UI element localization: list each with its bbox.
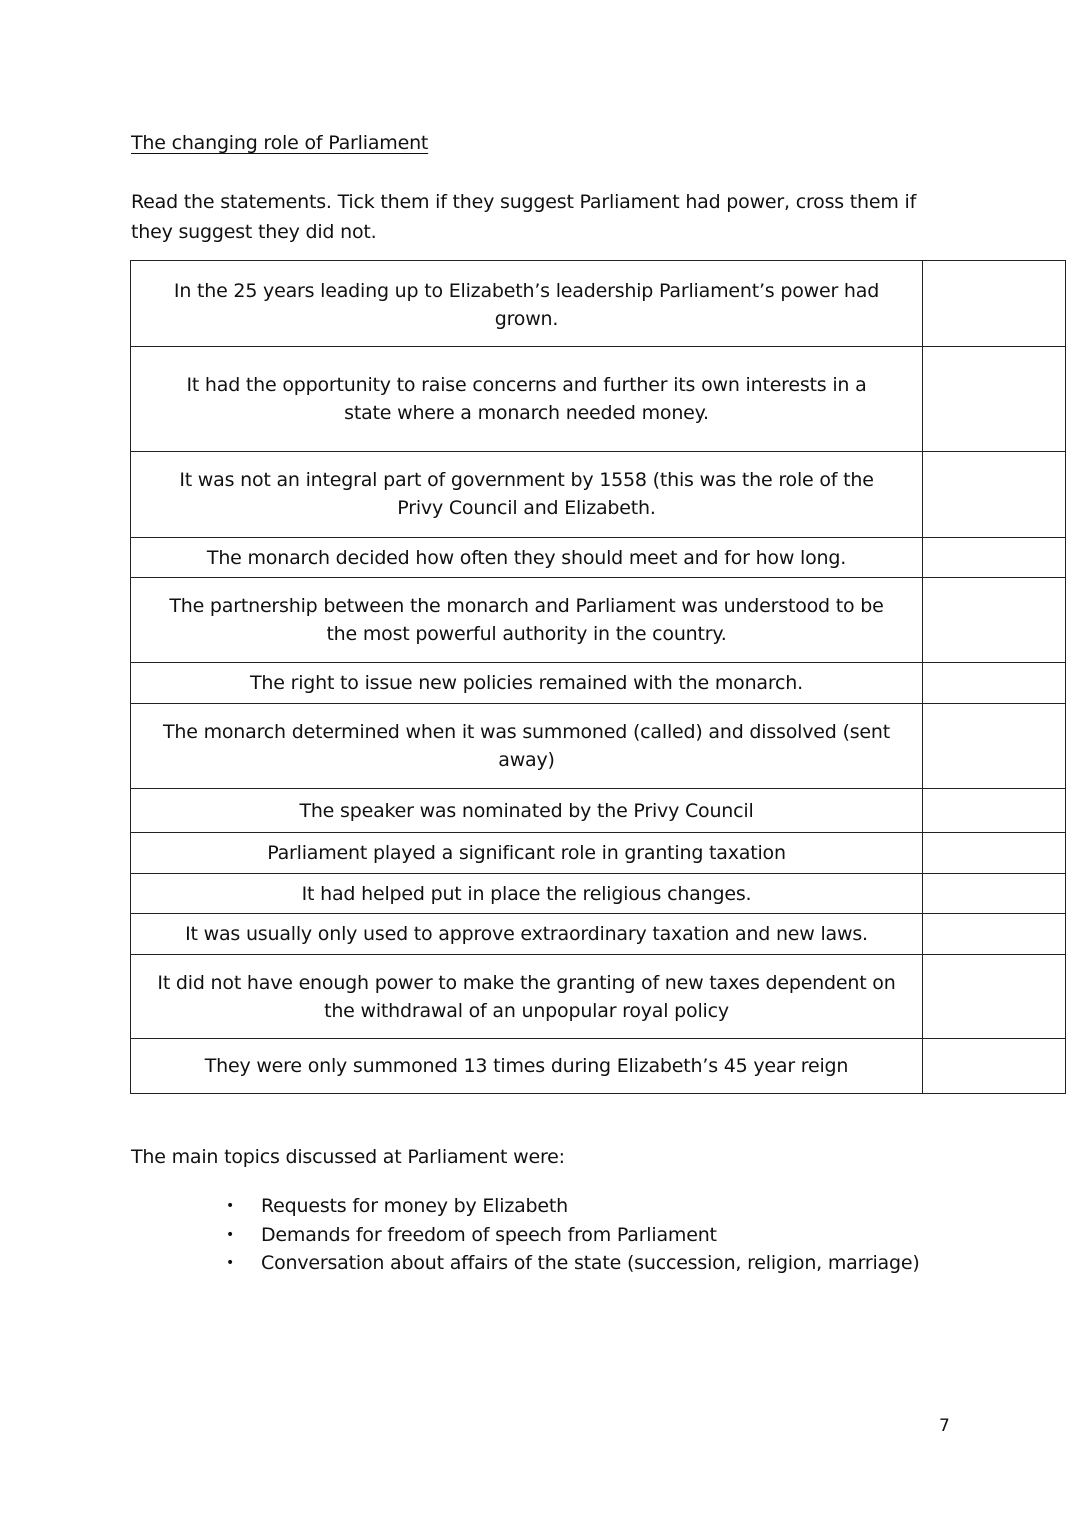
bullet-icon: • [226, 1198, 235, 1214]
bullet-icon: • [226, 1226, 235, 1243]
statements-table [130, 260, 1066, 1094]
statement-line: The speaker was nominated by the Privy Council [299, 799, 754, 822]
tick-box[interactable] [923, 789, 1066, 833]
tick-box[interactable] [923, 704, 1066, 789]
table-row [131, 347, 1066, 452]
table-row [131, 874, 1066, 914]
statement-cell [131, 914, 923, 955]
statement-cell [131, 663, 923, 704]
statement-line: The right to issue new policies remained with the monarch. [250, 672, 803, 694]
statement-line: Parliament played a significant role in granting taxation [267, 842, 786, 864]
tick-box[interactable] [923, 1039, 1066, 1094]
statement-line: They were only summoned 13 times during Elizabeth’s 45 year reign [204, 1055, 849, 1077]
tick-box[interactable] [923, 578, 1066, 663]
topic-text: Demands for freedom of speech from Parliament [261, 1223, 717, 1246]
list-item [222, 1249, 920, 1278]
table-row [131, 261, 1066, 347]
tick-box[interactable] [923, 874, 1066, 914]
tick-box[interactable] [923, 914, 1066, 955]
topics-intro: The main topics discussed at Parliament were: [131, 1146, 565, 1168]
table-row [131, 578, 1066, 663]
statement-cell [131, 261, 923, 347]
table-row [131, 704, 1066, 789]
statement-line: In the 25 years leading up to Elizabeth’s leadership Parliament’s power had [173, 280, 880, 302]
table-row [131, 955, 1066, 1039]
statement-line: It was not an integral part of government by 1558 (this was the role of the [179, 469, 874, 491]
statement-cell [131, 704, 923, 789]
statement-line: It had helped put in place the religious changes. [301, 882, 752, 905]
bullet-icon: • [226, 1255, 235, 1271]
table-row [131, 538, 1066, 578]
list-item [222, 1192, 920, 1221]
statement-cell [131, 874, 923, 914]
topics-list [222, 1192, 920, 1278]
instructions-text: Read the statements. Tick them if they suggest Parliament had power, cross them if they suggest they did not. [131, 191, 917, 243]
tick-box[interactable] [923, 955, 1066, 1039]
statement-line: the withdrawal of an unpopular royal policy [324, 1000, 729, 1022]
page-number: 7 [939, 1416, 950, 1436]
tick-box[interactable] [923, 261, 1066, 347]
statement-line: The monarch decided how often they should meet and for how long. [206, 546, 847, 569]
statement-line: The partnership between the monarch and Parliament was understood to be [169, 595, 884, 617]
tick-box[interactable] [923, 663, 1066, 704]
topic-text: Conversation about affairs of the state (succession, religion, marriage) [261, 1252, 920, 1274]
statement-line: It had the opportunity to raise concerns and further its own interests in a [186, 374, 867, 396]
statement-line: state where a monarch needed money. [344, 402, 709, 424]
statement-line: It did not have enough power to make the granting of new taxes dependent on [157, 972, 896, 994]
table-row [131, 1039, 1066, 1094]
statement-cell [131, 347, 923, 452]
page-title: The changing role of Parliament [131, 132, 429, 154]
tick-box[interactable] [923, 538, 1066, 578]
statement-line: Privy Council and Elizabeth. [397, 497, 656, 519]
list-item [222, 1221, 920, 1250]
table-row [131, 833, 1066, 874]
statement-line: grown. [494, 308, 559, 330]
table-row [131, 789, 1066, 833]
tick-box[interactable] [923, 833, 1066, 874]
statement-cell [131, 955, 923, 1039]
statement-cell [131, 789, 923, 833]
table-row [131, 452, 1066, 538]
statement-cell [131, 578, 923, 663]
table-row [131, 663, 1066, 704]
tick-box[interactable] [923, 452, 1066, 538]
statement-cell [131, 1039, 923, 1094]
statement-cell [131, 833, 923, 874]
statement-line: away) [498, 749, 555, 771]
statement-cell [131, 538, 923, 578]
tick-box[interactable] [923, 347, 1066, 452]
statement-line: The monarch determined when it was summoned (called) and dissolved (sent [163, 721, 890, 743]
statement-cell [131, 452, 923, 538]
topic-text: Requests for money by Elizabeth [261, 1195, 568, 1217]
statement-line: the most powerful authority in the country. [326, 623, 727, 645]
table-row [131, 914, 1066, 955]
statement-line: It was usually only used to approve extraordinary taxation and new laws. [185, 923, 868, 945]
